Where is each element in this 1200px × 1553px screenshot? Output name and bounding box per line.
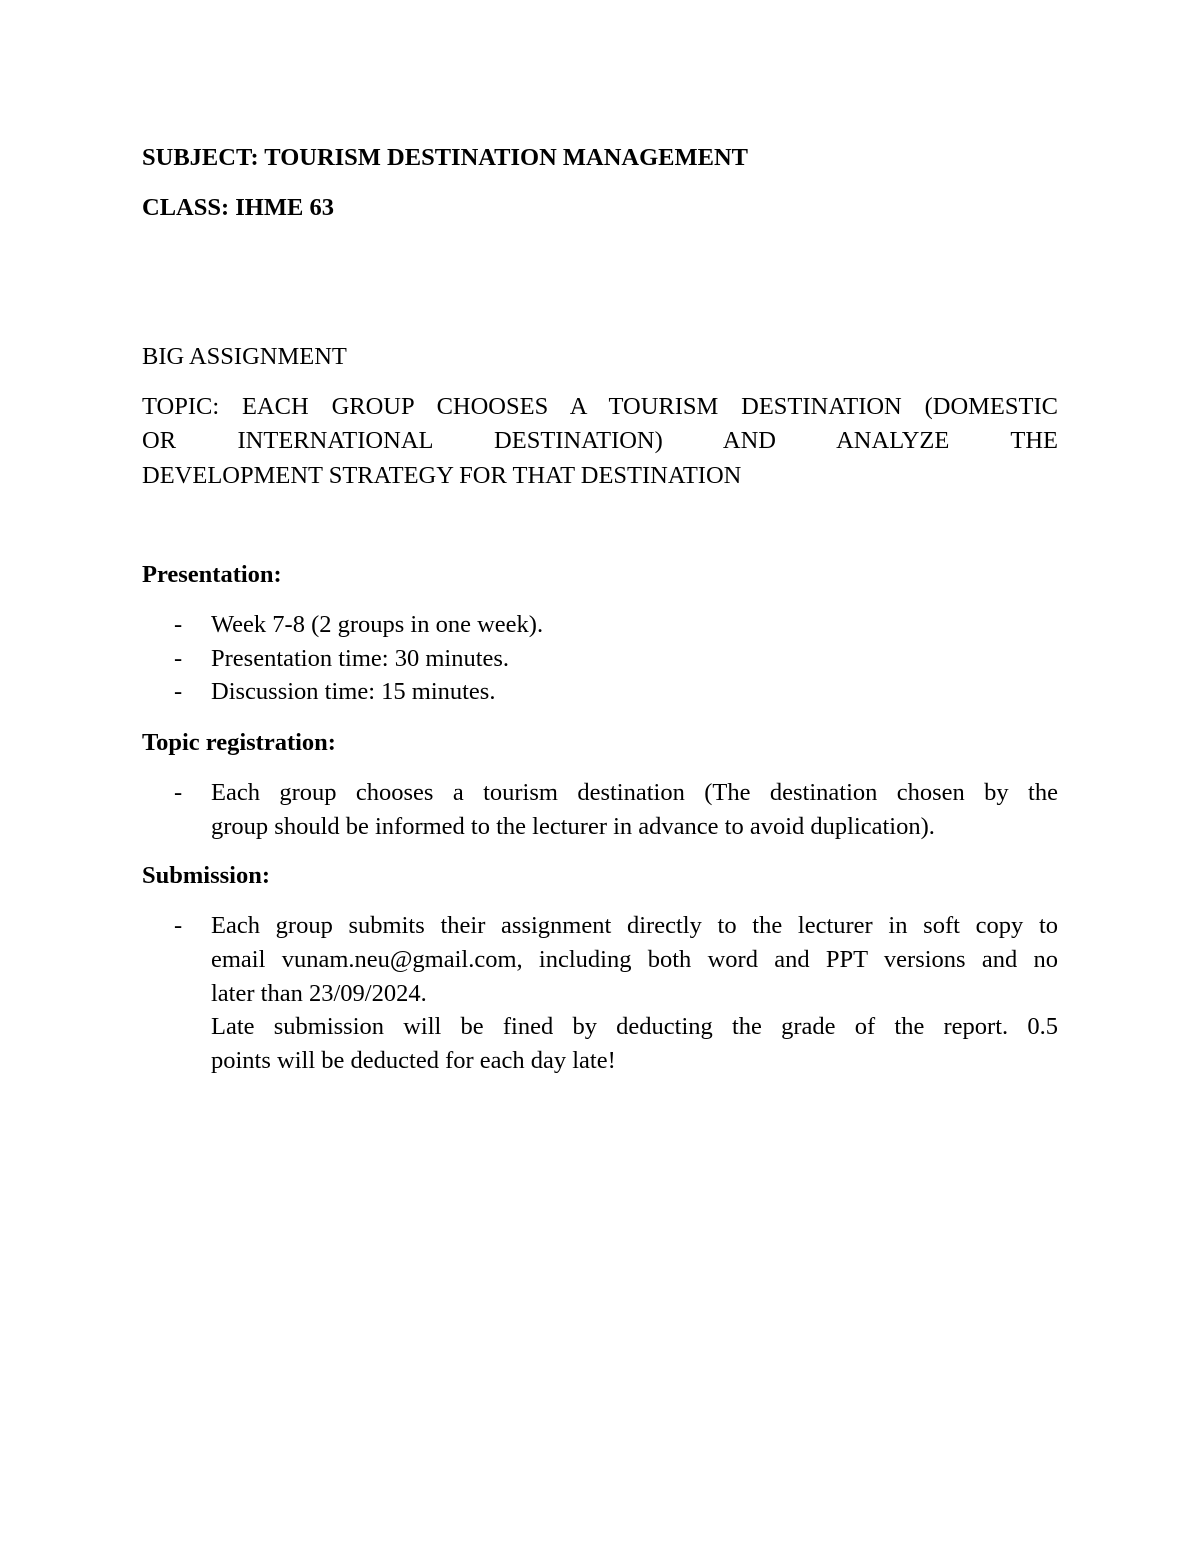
bullet-dash: - — [174, 678, 183, 705]
registration-line-1: Each group chooses a tourism destination (The destination chosen by the — [211, 779, 1058, 806]
presentation-item: Week 7-8 (2 groups in one week). — [211, 611, 544, 638]
topic-line-3: DEVELOPMENT STRATEGY FOR THAT DESTINATION — [142, 462, 742, 489]
registration-heading: Topic registration: — [142, 729, 336, 756]
bullet-dash: - — [174, 912, 183, 939]
topic-line-1: TOPIC: EACH GROUP CHOOSES A TOURISM DESTINATION (DOMESTIC — [142, 393, 1058, 420]
subject-line: SUBJECT: TOURISM DESTINATION MANAGEMENT — [142, 144, 749, 171]
submission-line-4: Late submission will be fined by deducting the grade of the report. 0.5 — [211, 1013, 1058, 1040]
assignment-title: BIG ASSIGNMENT — [142, 343, 347, 370]
bullet-dash: - — [174, 779, 183, 806]
registration-line-2: group should be informed to the lecturer in advance to avoid duplication). — [211, 813, 935, 840]
topic-line-2: OR INTERNATIONAL DESTINATION) AND ANALYZE THE — [142, 427, 1058, 454]
submission-line-3: later than 23/09/2024. — [211, 980, 427, 1007]
presentation-item: Presentation time: 30 minutes. — [211, 645, 510, 672]
bullet-dash: - — [174, 611, 183, 638]
presentation-item: Discussion time: 15 minutes. — [211, 678, 496, 705]
submission-line-2: email vunam.neu@gmail.com, including both word and PPT versions and no — [211, 946, 1058, 973]
class-line: CLASS: IHME 63 — [142, 194, 334, 221]
submission-line-5: points will be deducted for each day late! — [211, 1047, 616, 1074]
presentation-heading: Presentation: — [142, 561, 282, 588]
submission-line-1: Each group submits their assignment directly to the lecturer in soft copy to — [211, 912, 1058, 939]
bullet-dash: - — [174, 645, 183, 672]
submission-heading: Submission: — [142, 862, 271, 889]
